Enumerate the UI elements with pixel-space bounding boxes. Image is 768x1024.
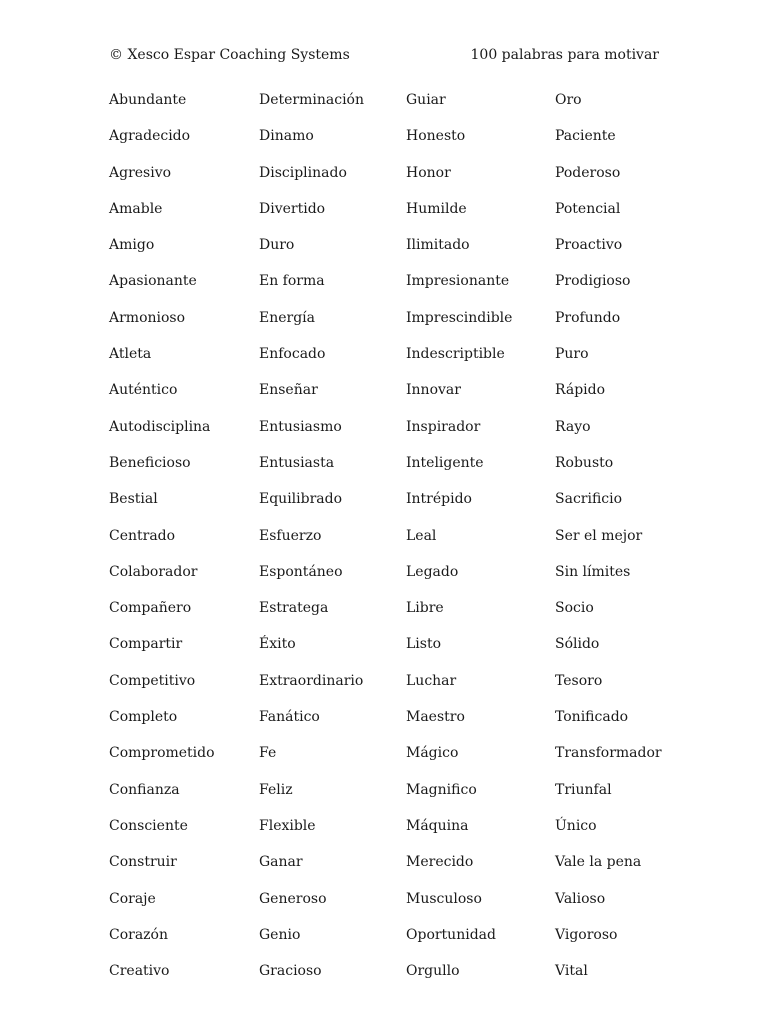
- word-item: Entusiasta: [259, 454, 335, 471]
- word-item: Impresionante: [406, 273, 510, 290]
- word-item: Generoso: [259, 890, 327, 907]
- word-item: Energía: [259, 309, 315, 326]
- word-item: Vital: [555, 963, 588, 980]
- word-item: Honesto: [406, 128, 466, 145]
- word-item: Luchar: [406, 672, 457, 689]
- word-item: Poderoso: [555, 164, 621, 181]
- word-item: Entusiasmo: [259, 418, 342, 435]
- word-item: Agradecido: [109, 128, 191, 145]
- word-item: Fe: [259, 745, 277, 762]
- word-item: Rayo: [555, 418, 591, 435]
- word-column-2: [259, 88, 364, 995]
- word-item: Autodisciplina: [109, 418, 211, 435]
- word-item: Genio: [259, 926, 301, 943]
- word-item: Legado: [406, 563, 459, 580]
- word-item: Fanático: [259, 709, 320, 726]
- word-item: Oro: [555, 92, 582, 108]
- word-item: Merecido: [406, 854, 474, 871]
- word-item: Proactivo: [555, 237, 623, 254]
- word-item: Libre: [406, 600, 444, 617]
- word-list: [109, 88, 709, 998]
- word-item: Innovar: [406, 382, 461, 399]
- word-item: Ser el mejor: [555, 527, 643, 544]
- word-item: Ganar: [259, 854, 303, 871]
- word-item: Comprometido: [109, 745, 215, 762]
- word-item: Socio: [555, 600, 594, 617]
- word-item: Sacrificio: [555, 491, 623, 508]
- word-item: Agresivo: [109, 164, 172, 181]
- word-column-4: [555, 88, 662, 995]
- word-item: Coraje: [109, 890, 156, 907]
- word-item: Magnifico: [406, 781, 477, 798]
- word-item: Vale la pena: [555, 854, 642, 871]
- word-item: Tesoro: [555, 672, 603, 689]
- word-item: Determinación: [259, 92, 364, 108]
- word-column-3: [406, 88, 512, 995]
- word-column-1: [109, 88, 215, 995]
- word-item: Ilimitado: [406, 237, 470, 254]
- word-item: Paciente: [555, 128, 616, 145]
- word-item: Compañero: [109, 600, 192, 617]
- word-item: Musculoso: [406, 890, 482, 907]
- word-item: Único: [555, 817, 597, 834]
- word-item: Éxito: [259, 636, 296, 653]
- word-item: Flexible: [259, 817, 316, 834]
- word-item: Imprescindible: [406, 309, 513, 326]
- word-item: Honor: [406, 164, 451, 181]
- word-item: Transformador: [555, 745, 662, 762]
- word-item: Inteligente: [406, 454, 484, 471]
- word-item: Beneficioso: [109, 454, 191, 471]
- word-item: Confianza: [109, 781, 180, 798]
- word-item: Robusto: [555, 454, 614, 471]
- copyright-line: © Xesco Espar Coaching Systems: [109, 47, 350, 63]
- word-item: Amable: [109, 200, 163, 217]
- word-item: Sin límites: [555, 563, 631, 580]
- word-item: Maestro: [406, 709, 465, 726]
- word-item: Consciente: [109, 817, 188, 834]
- word-item: Centrado: [109, 527, 176, 544]
- word-item: En forma: [259, 273, 325, 290]
- word-item: Tonificado: [555, 709, 629, 726]
- word-item: Listo: [406, 636, 442, 653]
- word-item: Gracioso: [259, 963, 322, 980]
- word-item: Espontáneo: [259, 563, 343, 580]
- word-item: Potencial: [555, 200, 621, 217]
- word-item: Bestial: [109, 491, 158, 508]
- word-item: Duro: [259, 237, 295, 254]
- word-item: Prodigioso: [555, 273, 631, 290]
- word-item: Construir: [109, 854, 177, 871]
- word-item: Corazón: [109, 926, 169, 943]
- word-item: Humilde: [406, 200, 467, 217]
- word-item: Esfuerzo: [259, 527, 322, 544]
- word-item: Indescriptible: [406, 346, 505, 363]
- document-title: 100 palabras para motivar: [470, 47, 659, 63]
- word-item: Sólido: [555, 636, 600, 653]
- word-item: Oportunidad: [406, 926, 496, 943]
- word-item: Valioso: [555, 890, 606, 907]
- word-item: Disciplinado: [259, 164, 347, 181]
- word-item: Guiar: [406, 92, 446, 108]
- word-item: Dinamo: [259, 128, 314, 145]
- word-item: Divertido: [259, 200, 326, 217]
- word-item: Mágico: [406, 745, 459, 762]
- word-item: Atleta: [109, 346, 152, 363]
- word-item: Creativo: [109, 963, 170, 980]
- word-item: Enseñar: [259, 382, 318, 399]
- word-item: Completo: [109, 709, 178, 726]
- word-item: Máquina: [406, 817, 469, 834]
- word-item: Compartir: [109, 636, 183, 653]
- word-item: Abundante: [109, 92, 187, 108]
- word-item: Apasionante: [109, 273, 197, 290]
- word-item: Armonioso: [109, 309, 186, 326]
- word-item: Colaborador: [109, 563, 198, 580]
- word-item: Intrépido: [406, 491, 472, 508]
- word-item: Auténtico: [109, 382, 178, 399]
- word-item: Triunfal: [555, 781, 612, 798]
- word-item: Amigo: [109, 237, 155, 254]
- word-item: Leal: [406, 527, 437, 544]
- word-item: Inspirador: [406, 418, 481, 435]
- word-item: Enfocado: [259, 346, 326, 363]
- word-item: Competitivo: [109, 672, 196, 689]
- word-item: Feliz: [259, 781, 293, 798]
- word-item: Orgullo: [406, 963, 460, 980]
- word-item: Equilibrado: [259, 491, 343, 508]
- word-item: Estratega: [259, 600, 329, 617]
- word-item: Rápido: [555, 382, 606, 399]
- page-header: [109, 44, 659, 66]
- word-item: Profundo: [555, 309, 621, 326]
- word-item: Extraordinario: [259, 672, 364, 689]
- word-item: Vigoroso: [555, 926, 618, 943]
- word-item: Puro: [555, 346, 589, 363]
